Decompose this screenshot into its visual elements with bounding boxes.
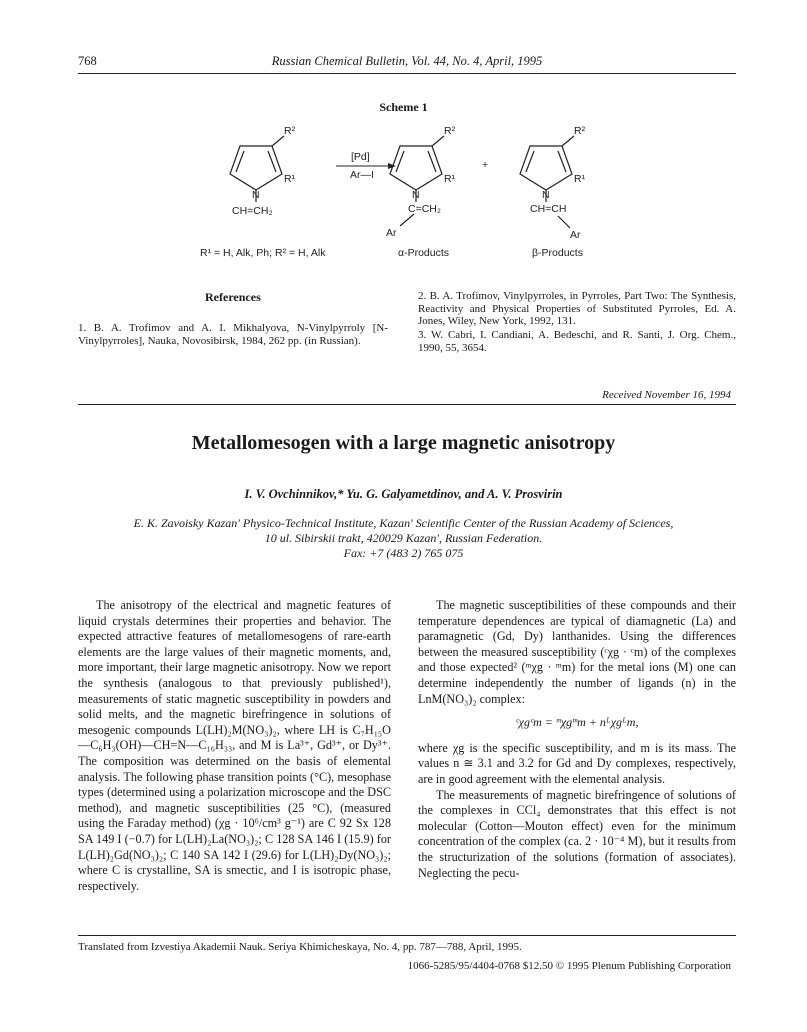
body-paragraph: The magnetic susceptibilities of these compounds and their temperature dependences are typical of diamagnetic (La) and paramagnetic (Gd, Dy) lanthanides. Using the differences between the measured susceptibility (ᶜχg · ᶜm) of the complexes and those expected² (ᵐχg · ᵐm) for the metal ions (M) one can determine independently the number of ligands (n) in the LnM(NO₃)₂ complex: bbox=[418, 598, 736, 706]
affiliation-line-2: 10 ul. Sibirskii trakt, 420029 Kazan', Russian Federation. bbox=[264, 531, 543, 545]
r2-label: R² bbox=[284, 125, 296, 137]
beta-ar-label: Ar bbox=[570, 229, 581, 241]
body-paragraph: where χg is the specific susceptibility, and m is its mass. The values n ≅ 3.1 and 3.2 for Gd and Dy complexes, respectively, are in good agreement with the elemental analysis. bbox=[418, 740, 736, 786]
right-column bbox=[418, 598, 736, 881]
alpha-products-label: α-Products bbox=[398, 247, 450, 259]
beta-products-label: β-Products bbox=[532, 247, 583, 259]
body-paragraph: The measurements of magnetic birefringence of solutions of the complexes in CCl₄ demonstrates that this effect is not molecular (Cotton—Mouton effect) even for the minimum concentration of the complex (ca. 2 · 10⁻⁴ M), but it results from the structurization of the solutions (formation of associates). Neglecting the pecu- bbox=[418, 787, 736, 880]
affiliation bbox=[0, 516, 807, 561]
beta-group: CH=CH bbox=[530, 203, 567, 215]
beta-n-label: N bbox=[542, 189, 550, 201]
left-column bbox=[78, 598, 391, 894]
header-rule bbox=[78, 73, 736, 74]
n-label: N bbox=[252, 189, 260, 201]
r1-label: R¹ bbox=[284, 173, 296, 185]
susceptibility-equation: ᶜχgᶜm = ᵐχgᵐm + nᴸχgᴸm, bbox=[515, 715, 639, 730]
substituent-condition: R¹ = H, Alk, Ph; R² = H, Alk bbox=[200, 247, 326, 259]
alpha-r2-label: R² bbox=[444, 125, 456, 137]
footer-rule bbox=[78, 935, 736, 936]
reaction-scheme bbox=[160, 118, 700, 268]
alpha-r1-label: R¹ bbox=[444, 173, 456, 185]
affiliation-line-1: E. K. Zavoisky Kazan' Physico-Technical Institute, Kazan' Scientific Center of the Russian Academy of Sciences, bbox=[133, 516, 674, 530]
beta-r1-label: R¹ bbox=[574, 173, 586, 185]
reference-1: 1. B. A. Trofimov and A. I. Mikhalyova, N-Vinylpyrroly [N-Vinylpyrroles], Nauka, Novosibirsk, 1984, 262 pp. (in Russian). bbox=[78, 322, 388, 347]
vinyl-group: CH=CH₂ bbox=[232, 205, 273, 217]
journal-title: Russian Chemical Bulletin, Vol. 44, No. 4, April, 1995 bbox=[271, 54, 543, 68]
reference-2: 2. B. A. Trofimov, Vinylpyrroles, in Pyrroles, Part Two: The Synthesis, Reactivity and Physical Properties of Substituted Pyrroles, Ed. A. Jones, Wiley, New York, 1992, 131. bbox=[418, 290, 736, 328]
received-date: Received November 16, 1994 bbox=[602, 389, 731, 401]
aryl-halide-label: Ar—I bbox=[350, 169, 374, 181]
fax-line: Fax: +7 (483 2) 765 075 bbox=[343, 546, 464, 560]
alpha-ar-label: Ar bbox=[386, 227, 397, 239]
copyright-line: 1066-5285/95/4404-0768 $12.50 © 1995 Plenum Publishing Corporation bbox=[407, 960, 731, 972]
plus-sign: + bbox=[482, 159, 489, 171]
references-heading: References bbox=[205, 290, 261, 304]
section-rule bbox=[78, 404, 736, 405]
page-number: 768 bbox=[78, 54, 97, 68]
article-authors: I. V. Ovchinnikov,* Yu. G. Galyametdinov, and A. V. Prosvirin bbox=[244, 487, 563, 501]
reference-3: 3. W. Cabri, I. Candiani, A. Bedeschi, and R. Santi, J. Org. Chem., 1990, 55, 3654. bbox=[418, 329, 736, 354]
scheme-title: Scheme 1 bbox=[379, 100, 428, 114]
translation-note: Translated from Izvestiya Akademii Nauk. Seriya Khimicheskaya, No. 4, pp. 787—788, April, 1995. bbox=[78, 941, 522, 953]
article-title: Metallomesogen with a large magnetic anisotropy bbox=[191, 432, 616, 454]
beta-r2-label: R² bbox=[574, 125, 586, 137]
running-header bbox=[78, 54, 736, 72]
body-paragraph: The anisotropy of the electrical and magnetic features of liquid crystals determines their properties and behavior. The expected attractive features of metallomesogens of rare-earth elements are the large values of their magnetic moments, and, more important, their large magnetic anisotropy. Now we report the synthesis (analogous to that previously published¹), measurements of static magnetic susceptibility in powders and solid melts, and the magnetic birefringence in solutions of mesogenic compounds L(LH)₂M(NO₃)₂, where LH is C₇H₁₅O—C₆H₃(OH)—CH=N—C₁₆H₃₃, and M is La³⁺, Gd³⁺, or Dy³⁺. The composition was determined on the basis of elemental analysis. The following phase transition points (°C), mesophase types (determined using a polarization microscope and the DSC method), and magnetic susceptibilities (25 °C), (measured using the Faraday method) (χg · 10⁶/cm³ g⁻¹) are C 92 Sx 128 SA 149 I (−0.7) for L(LH)₂La(NO₃)₂; C 128 SA 146 I (15.9) for L(LH)₂Gd(NO₃)₂; C 140 SA 142 I (29.6) for L(LH)₂Dy(NO₃)₂; where C is crystalline, SA is smectic, and I is isotropic phase, respectively. bbox=[78, 598, 391, 893]
catalyst-label: [Pd] bbox=[351, 151, 370, 163]
alpha-n-label: N bbox=[412, 189, 420, 201]
alpha-group: C=CH₂ bbox=[408, 203, 441, 215]
